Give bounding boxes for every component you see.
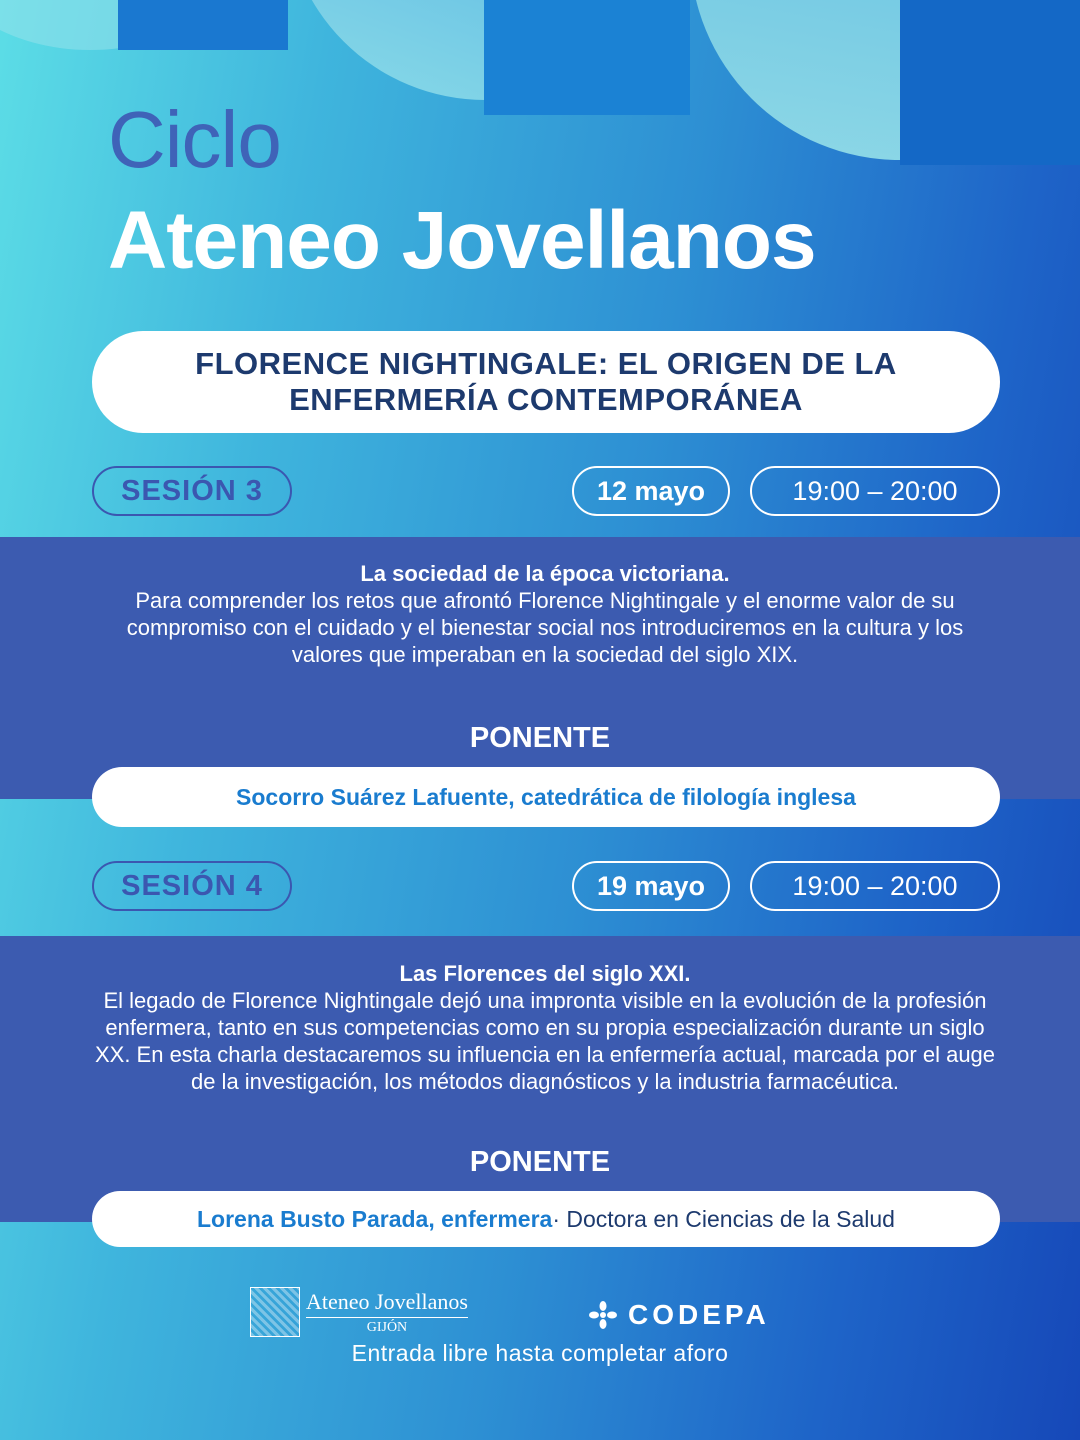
session-4-date: 19 mayo [572, 861, 730, 911]
ateneo-emblem-icon [250, 1287, 300, 1337]
session-3-date: 12 mayo [572, 466, 730, 516]
session-3-ponente-heading: PONENTE [469, 722, 611, 754]
session-3-description [90, 560, 1000, 668]
ateneo-logo [250, 1287, 468, 1337]
topic-banner [92, 331, 1000, 433]
codepa-logo [588, 1299, 770, 1331]
session-4-speaker [92, 1191, 1000, 1247]
session-3-body: Para comprender los retos que afrontó Florence Nightingale y el enorme valor de su compromiso con el cuidado y el bienestar social nos introduciremos en la cultura y los valores que imperaban en la sociedad del siglo XIX. [126, 588, 964, 667]
ateneo-logo-city: GIJÓN [366, 1319, 408, 1335]
session-4-lead: Las Florences del siglo XXI. [399, 961, 691, 986]
ateneo-logo-name: Ateneo Jovellanos [306, 1289, 468, 1318]
session-4-speaker-extra: · Doctora en Ciencias de la Salud [552, 1205, 895, 1232]
session-4-time: 19:00 – 20:00 [750, 861, 1000, 911]
session-4-body: El legado de Florence Nightingale dejó una impronta visible en la evolución de la profesión enfermera, tanto en sus competencias como en su propia especialización durante un siglo XX. En esta charla destacaremos su influencia en la enfermería actual, marcada por el auge de la investigación, los métodos diagnósticos y la industria farmacéutica. [94, 988, 996, 1094]
session-3-speaker-name: Socorro Suárez Lafuente, catedrática de filología inglesa [236, 783, 856, 810]
page-title: Ateneo Jovellanos [108, 195, 816, 286]
session-4-ponente-heading: PONENTE [469, 1146, 611, 1178]
session-3-speaker [92, 767, 1000, 827]
session-4-badge: SESIÓN 4 [92, 861, 292, 911]
session-3-lead: La sociedad de la época victoriana. [360, 561, 730, 586]
topic-title: FLORENCE NIGHTINGALE: EL ORIGEN DE LA ENFERMERÍA CONTEMPORÁNEA [195, 346, 897, 417]
footer-note: Entrada libre hasta completar aforo [351, 1340, 729, 1366]
session-4-description [90, 960, 1000, 1095]
codepa-cross-icon [588, 1300, 618, 1330]
session-4-speaker-name: Lorena Busto Parada, enfermera [197, 1205, 553, 1232]
session-3-time: 19:00 – 20:00 [750, 466, 1000, 516]
cycle-label: Ciclo [108, 95, 281, 184]
session-3-badge: SESIÓN 3 [92, 466, 292, 516]
codepa-logo-text: CODEPA [628, 1299, 770, 1330]
